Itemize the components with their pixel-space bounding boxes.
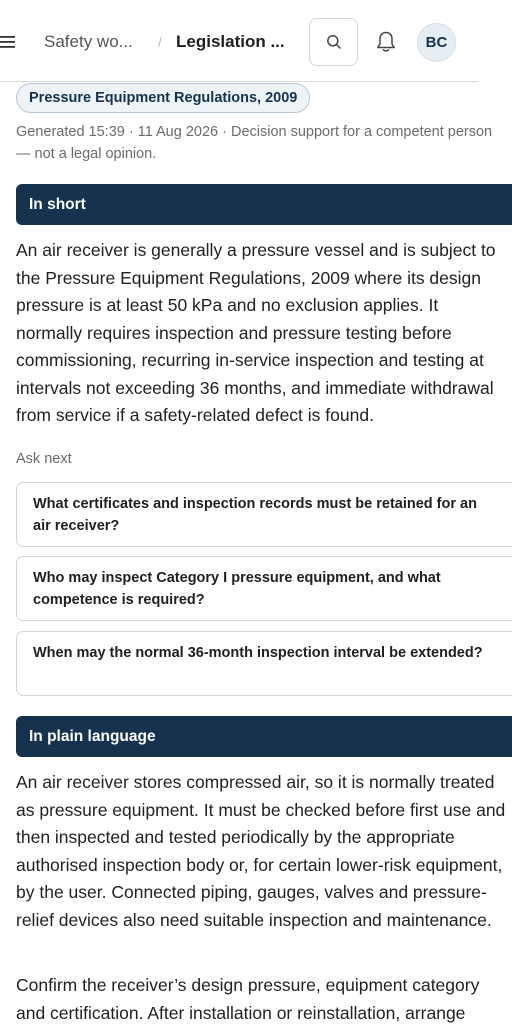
plain-language-heading: In plain language — [16, 716, 512, 757]
breadcrumb-safety-workspace[interactable]: Safety wo... — [44, 32, 133, 51]
bell-icon — [375, 30, 397, 54]
header-divider — [0, 81, 478, 82]
suggested-question[interactable]: What certificates and inspection records must be retained for an air receiver? — [16, 482, 512, 547]
plain-language-paragraph-2: Confirm the receiver’s design pressure, equipment category and certification. After installation or reinstallation, arrange — [16, 975, 480, 1023]
search-icon — [326, 34, 342, 50]
menu-icon[interactable] — [0, 35, 15, 49]
suggested-question[interactable]: Who may inspect Category I pressure equipment, and what competence is required? — [16, 556, 512, 621]
in-short-text: An air receiver is generally a pressure vessel and is subject to the Pressure Equipment Regulations, 2009 where its design pressure is at least 50 kPa and no exclusion applies. It normally requires inspection and pressure testing before commissioning, recurring in-service inspection and testing at intervals not exceeding 36 months, and immediate withdrawal from service if a safety-related defect is found. — [16, 240, 496, 425]
regulation-tag[interactable]: Pressure Equipment Regulations, 2009 — [16, 83, 310, 113]
top-bar — [0, 0, 512, 82]
breadcrumb-legislation[interactable]: Legislation ... — [176, 32, 285, 51]
search-button[interactable] — [309, 18, 358, 66]
notifications-button[interactable] — [372, 27, 400, 57]
user-avatar[interactable]: BC — [417, 23, 456, 62]
plain-language-paragraph-1: An air receiver stores compressed air, so it is normally treated as pressure equipment. It must be checked before first use and then inspected and tested periodically by the appropriate authorised inspection body or, for certain lower-risk equipment, by the user. Connected piping, gauges, valves and pressure-relief devices also need suitable inspection and maintenance. — [16, 772, 506, 930]
ask-next-label: Ask next — [16, 451, 72, 467]
breadcrumb-separator: / — [158, 35, 162, 50]
in-short-heading: In short — [16, 184, 512, 225]
suggested-question[interactable]: When may the normal 36-month inspection interval be extended? — [16, 631, 512, 696]
generated-note: Generated 15:39 · 11 Aug 2026 · Decision support for a competent person — not a legal opinion. — [16, 124, 493, 162]
